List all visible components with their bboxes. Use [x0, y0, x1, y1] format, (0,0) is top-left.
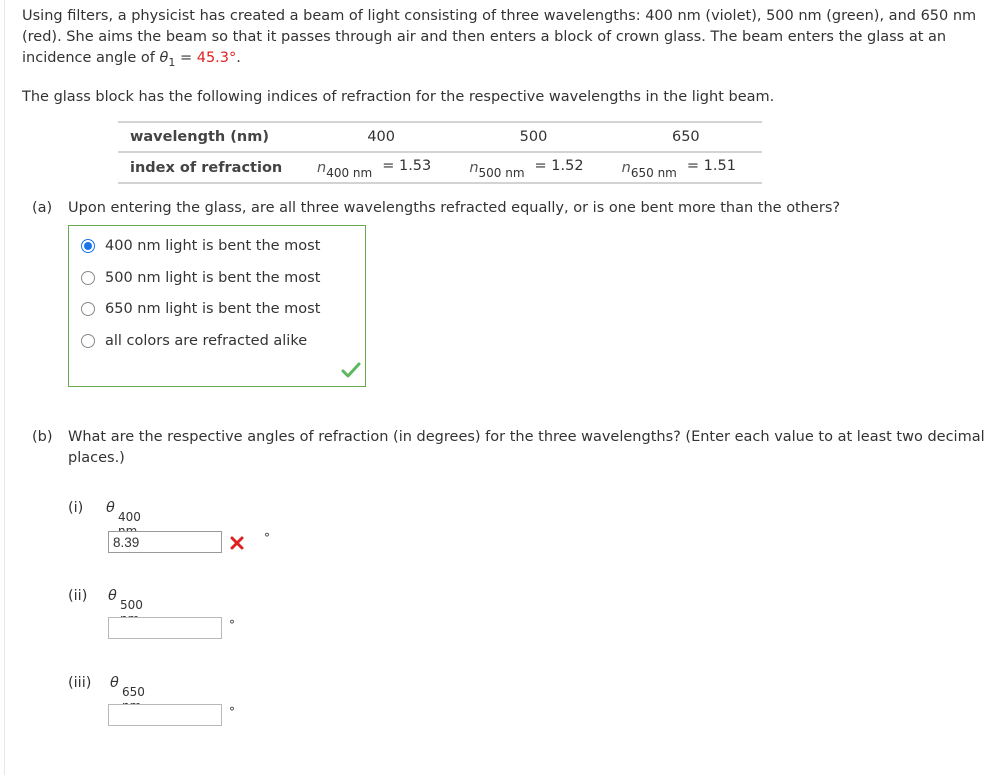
choice-650[interactable]	[81, 299, 320, 319]
part-label: (iii)	[68, 675, 92, 691]
theta-subscript: 650	[122, 685, 145, 699]
period: .	[236, 50, 241, 66]
n-value: = 1.51	[686, 157, 736, 174]
part-b-question	[32, 427, 992, 466]
n-subscript: 500 nm	[478, 165, 525, 180]
theta-subscript: 400	[118, 510, 141, 524]
part-b-text: What are the respective angles of refraction (in degrees) for the three wavelengths? (Enter each value to at least two decimal places.)	[68, 429, 985, 466]
table-row-index	[118, 152, 762, 183]
equals-sign: =	[175, 50, 197, 66]
n-symbol: n	[621, 159, 631, 176]
wavelength-500: 500	[457, 122, 609, 152]
theta-symbol: θ	[106, 500, 115, 516]
radio[interactable]	[81, 271, 95, 285]
degree-unit: °	[264, 531, 270, 545]
part-b-label: (b)	[32, 429, 53, 445]
part-a-text: Upon entering the glass, are all three wavelengths refracted equally, or is one bent more than the others?	[68, 200, 841, 216]
table-row-wavelength	[118, 122, 762, 152]
part-a-question	[32, 198, 840, 219]
part-label: (ii)	[68, 588, 88, 604]
choice-label: 500 nm light is bent the most	[105, 270, 321, 286]
degree-unit: °	[229, 705, 235, 719]
choice-label: all colors are refracted alike	[105, 333, 308, 349]
index-500	[457, 152, 609, 183]
n-subscript: 400 nm	[326, 165, 373, 180]
index-650	[610, 152, 762, 183]
theta-symbol: θ	[159, 50, 169, 66]
radio-selected[interactable]	[81, 239, 95, 253]
theta-symbol: θ	[110, 675, 119, 691]
choice-500[interactable]	[81, 268, 320, 288]
problem-intro	[22, 6, 997, 69]
part-a-choices	[68, 225, 366, 387]
radio[interactable]	[81, 334, 95, 348]
choice-label: 650 nm light is bent the most	[105, 301, 321, 317]
degree-unit: °	[229, 618, 235, 632]
n-symbol: n	[317, 159, 327, 176]
angle-500-input[interactable]	[108, 617, 222, 639]
n-subscript: 650 nm	[630, 165, 677, 180]
intro-text: Using filters, a physicist has created a beam of light consisting of three wavelengths: 400 nm (violet), 500 nm (green), and 650 nm (red). She aims the beam so that it passes through air and then enters a block of crown glass. The beam enters the glass at an incidence angle of	[22, 8, 977, 66]
wavelength-400: 400	[305, 122, 457, 152]
index-400	[305, 152, 457, 183]
index-row-label: index of refraction	[118, 152, 305, 183]
n-value: = 1.53	[382, 157, 432, 174]
angle-400-input[interactable]	[108, 531, 222, 553]
choice-alike[interactable]	[81, 331, 307, 351]
theta-subscript: 1	[168, 56, 176, 69]
theta-subscript: 500	[120, 598, 143, 612]
frame-divider	[4, 0, 5, 775]
choice-label: 400 nm light is bent the most	[105, 238, 321, 254]
theta-symbol: θ	[108, 588, 117, 604]
wavelength-header: wavelength (nm)	[118, 122, 305, 152]
angle-650-input[interactable]	[108, 704, 222, 726]
part-a-label: (a)	[32, 200, 53, 216]
x-icon	[229, 535, 245, 551]
refraction-index-table	[118, 121, 762, 184]
intro-indices-text: The glass block has the following indices of refraction for the respective wavelengths in the light beam.	[22, 89, 775, 105]
n-symbol: n	[469, 159, 479, 176]
wavelength-650: 650	[610, 122, 762, 152]
n-value: = 1.52	[534, 157, 584, 174]
incidence-angle-value: 45.3°	[196, 50, 237, 66]
radio[interactable]	[81, 302, 95, 316]
choice-400[interactable]	[81, 236, 320, 256]
check-icon	[341, 362, 361, 378]
part-label: (i)	[68, 500, 84, 516]
